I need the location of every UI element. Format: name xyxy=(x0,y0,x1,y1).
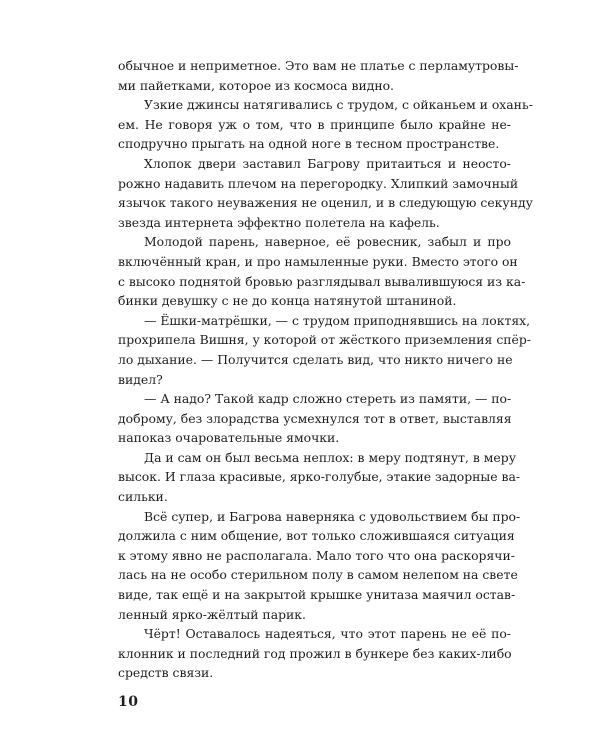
text-line: Хлопок двери заставил Багрову притаиться и неосто- xyxy=(144,155,511,171)
page-body-text xyxy=(118,56,533,683)
text-line: — Ёшки-матрёшки, — с трудом приподнявшись на локтях, xyxy=(144,312,531,328)
text-line: ленный ярко-жёлтый парик. xyxy=(118,606,306,622)
text-line: должила с ним общение, вот только сложившаяся ситуация xyxy=(118,528,515,544)
text-line: — А надо? Такой кадр сложно стереть из памяти, — по- xyxy=(144,391,512,407)
text-line: бинки девушку с не до конца натянутой штаниной. xyxy=(118,293,457,309)
text-line: с высоко поднятой бровью разглядывал вывалившуюся из ка- xyxy=(118,273,526,289)
text-line: средств связи. xyxy=(118,665,214,681)
text-line: рожно надавить плечом на перегородку. Хлипкий замочный xyxy=(118,175,519,191)
text-line: прохрипела Вишня, у которой от жёсткого приземления спёр- xyxy=(118,332,531,348)
text-line: Чёрт! Оставалось надеяться, что этот парень не её по- xyxy=(144,626,511,642)
paragraph xyxy=(118,311,531,389)
text-line: обычное и неприметное. Это вам не платье с перламутровы- xyxy=(118,58,519,73)
text-line: лась на не особо стерильном полу в самом нелепом на свете xyxy=(118,567,518,583)
paragraph xyxy=(118,507,521,625)
paragraph xyxy=(118,624,511,683)
text-line: язычок такого неуважения не оценил, и в следующую секунду xyxy=(118,195,533,211)
text-line: Молодой парень, наверное, её ровесник, забыл и про xyxy=(144,234,511,250)
text-line: высок. И глаза красивые, ярко-голубые, этакие задорные ва- xyxy=(118,469,521,485)
text-line: к этому явно не располагала. Мало того что она раскорячи- xyxy=(118,547,515,563)
text-line: доброму, без злорадства усмехнулся тот в ответ, выставляя xyxy=(118,410,512,426)
text-line: сильки. xyxy=(118,489,168,505)
text-line: ем. Не говоря уж о том, что в принципе было крайне не- xyxy=(118,116,511,132)
text-line: Да и сам он был весьма неплох: в меру подтянут, в меру xyxy=(144,449,516,465)
paragraph xyxy=(118,95,533,154)
text-line: Узкие джинсы натягивались с трудом, с ойканьем и охань- xyxy=(144,97,533,113)
text-line: звезда интернета эффектно полетела на кафель. xyxy=(118,214,440,230)
text-line: видел? xyxy=(118,371,163,387)
text-line: включённый кран, и про намыленные руки. Вместо этого он xyxy=(118,253,518,269)
text-line: клонник и последний год прожил в бункере без каких-либо xyxy=(118,645,512,661)
paragraph xyxy=(118,448,521,507)
text-line: сподручно прыгать на одной ноге в тесном пространстве. xyxy=(118,136,500,152)
paragraph xyxy=(118,389,511,448)
paragraph xyxy=(118,232,526,310)
paragraph xyxy=(118,56,519,95)
text-line: Всё супер, и Багрова наверняка с удовольствием бы про- xyxy=(144,508,521,524)
text-line: ло дыхание. — Получится сделать вид, что никто ничего не xyxy=(118,351,513,367)
page-number: 10 xyxy=(118,694,139,710)
text-line: напоказ очаровательные ямочки. xyxy=(118,430,340,446)
paragraph xyxy=(118,154,533,232)
text-line: ми пайетками, которое из космоса видно. xyxy=(118,77,394,93)
text-line: виде, так ещё и на закрытой крышке унитаза маячил остав- xyxy=(118,587,516,603)
